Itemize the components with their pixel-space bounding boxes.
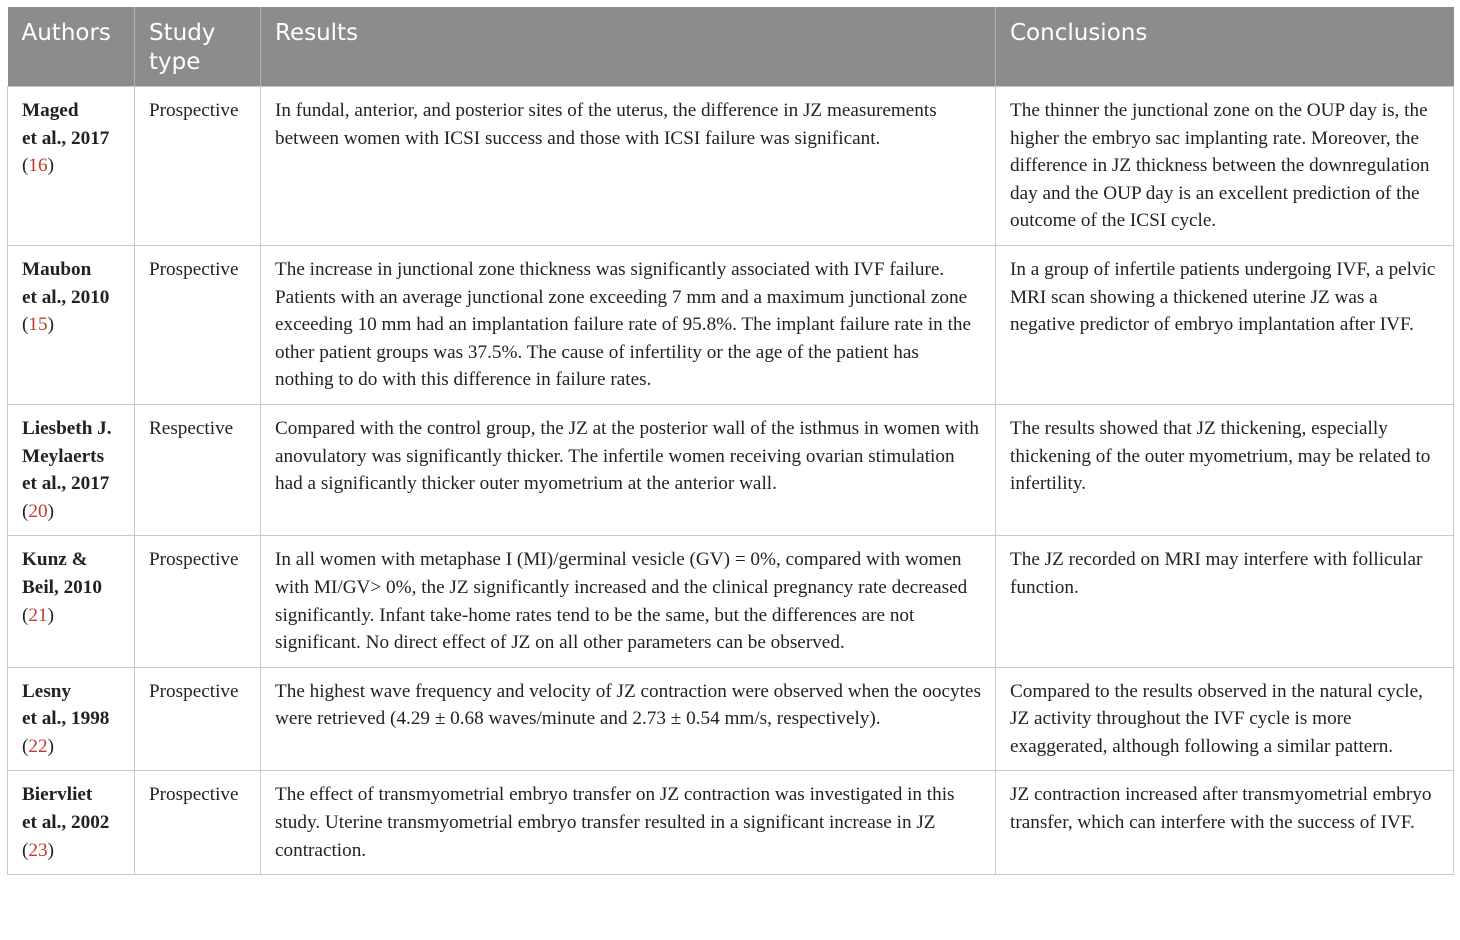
author-line: Maubon [22,258,92,280]
results-cell: The highest wave frequency and velocity of JZ contraction were observed when the oocytes were retrieved (4.29 ± 0.68 waves/minute and 2.73 ± 0.54 mm/s, respectively). [261,667,996,771]
author-line: Kunz & [22,549,88,571]
author-cell [8,667,135,771]
author-line: Meylaerts [22,445,105,467]
author-line: et al., 2010 [22,286,110,308]
author-cell [8,771,135,875]
study-type-cell: Prospective [135,87,261,246]
table-row [8,771,1454,875]
reference-link[interactable]: 22 [28,735,48,757]
reference-citation: (16) [22,155,54,177]
author-line: Liesbeth J. [22,417,112,439]
table-row [8,245,1454,404]
author-line: Lesny [22,680,72,702]
table-header [8,7,1454,87]
study-type-cell: Prospective [135,667,261,771]
table-row [8,404,1454,535]
reference-link[interactable]: 16 [28,155,48,177]
results-cell: In fundal, anterior, and posterior sites of the uterus, the difference in JZ measurements between women with ICSI success and those with ICSI failure was significant. [261,87,996,246]
author-cell [8,87,135,246]
table-body [8,87,1454,875]
author-line: et al., 2017 [22,473,110,495]
reference-link[interactable]: 20 [28,500,48,522]
results-cell: The effect of transmyometrial embryo transfer on JZ contraction was investigated in this study. Uterine transmyometrial embryo transfer resulted in a significant increase in JZ contraction. [261,771,996,875]
conclusions-cell: The JZ recorded on MRI may interfere with follicular function. [996,536,1454,667]
studies-table-container [7,7,1453,875]
results-cell: In all women with metaphase I (MI)/germinal vesicle (GV) = 0%, compared with women with MI/GV> 0%, the JZ significantly increased and the clinical pregnancy rate decreased significantly. Infant take-home rates tend to be the same, but the differences are not significant. No direct effect of JZ on all other parameters can be observed. [261,536,996,667]
conclusions-cell: The thinner the junctional zone on the OUP day is, the higher the embryo sac implanting rate. Moreover, the difference in JZ thickness between the downregulation day and the OUP day is an excellent prediction of the outcome of the ICSI cycle. [996,87,1454,246]
author-cell [8,404,135,535]
author-cell [8,536,135,667]
header-conclusions: Conclusions [996,7,1454,87]
header-study-type: Study type [135,7,261,87]
header-results: Results [261,7,996,87]
reference-citation: (21) [22,604,54,626]
reference-citation: (15) [22,314,54,336]
study-type-cell: Prospective [135,536,261,667]
author-cell [8,245,135,404]
conclusions-cell: JZ contraction increased after transmyometrial embryo transfer, which can interfere with the success of IVF. [996,771,1454,875]
reference-citation: (20) [22,500,54,522]
results-cell: The increase in junctional zone thickness was significantly associated with IVF failure. Patients with an average junctional zone exceeding 7 mm and a maximum junctional zone exceeding 10 mm had an implantation failure rate of 95.8%. The implant failure rate in the other patient groups was 37.5%. The cause of infertility or the age of the patient has nothing to do with this difference in failure rates. [261,245,996,404]
results-cell: Compared with the control group, the JZ at the posterior wall of the isthmus in women with anovulatory was significantly thicker. The infertile women receiving ovarian stimulation had a significantly thicker outer myometrium at the anterior wall. [261,404,996,535]
reference-citation: (23) [22,839,54,861]
author-line: et al., 2017 [22,127,110,149]
author-line: Beil, 2010 [22,576,102,598]
study-type-cell: Respective [135,404,261,535]
study-type-cell: Prospective [135,245,261,404]
conclusions-cell: In a group of infertile patients undergoing IVF, a pelvic MRI scan showing a thickened uterine JZ was a negative predictor of embryo implantation after IVF. [996,245,1454,404]
reference-link[interactable]: 15 [28,314,48,336]
table-row [8,87,1454,246]
header-row [8,7,1454,87]
conclusions-cell: The results showed that JZ thickening, especially thickening of the outer myometrium, may be related to infertility. [996,404,1454,535]
study-type-cell: Prospective [135,771,261,875]
studies-table [7,7,1454,875]
conclusions-cell: Compared to the results observed in the natural cycle, JZ activity throughout the IVF cycle is more exaggerated, although following a similar pattern. [996,667,1454,771]
reference-link[interactable]: 23 [28,839,48,861]
author-line: Biervliet [22,784,93,806]
header-authors: Authors [8,7,135,87]
author-line: et al., 2002 [22,812,110,834]
author-line: Maged [22,100,79,121]
author-line: et al., 1998 [22,708,110,730]
reference-link[interactable]: 21 [28,604,48,626]
table-row [8,667,1454,771]
table-row [8,536,1454,667]
reference-citation: (22) [22,735,54,757]
